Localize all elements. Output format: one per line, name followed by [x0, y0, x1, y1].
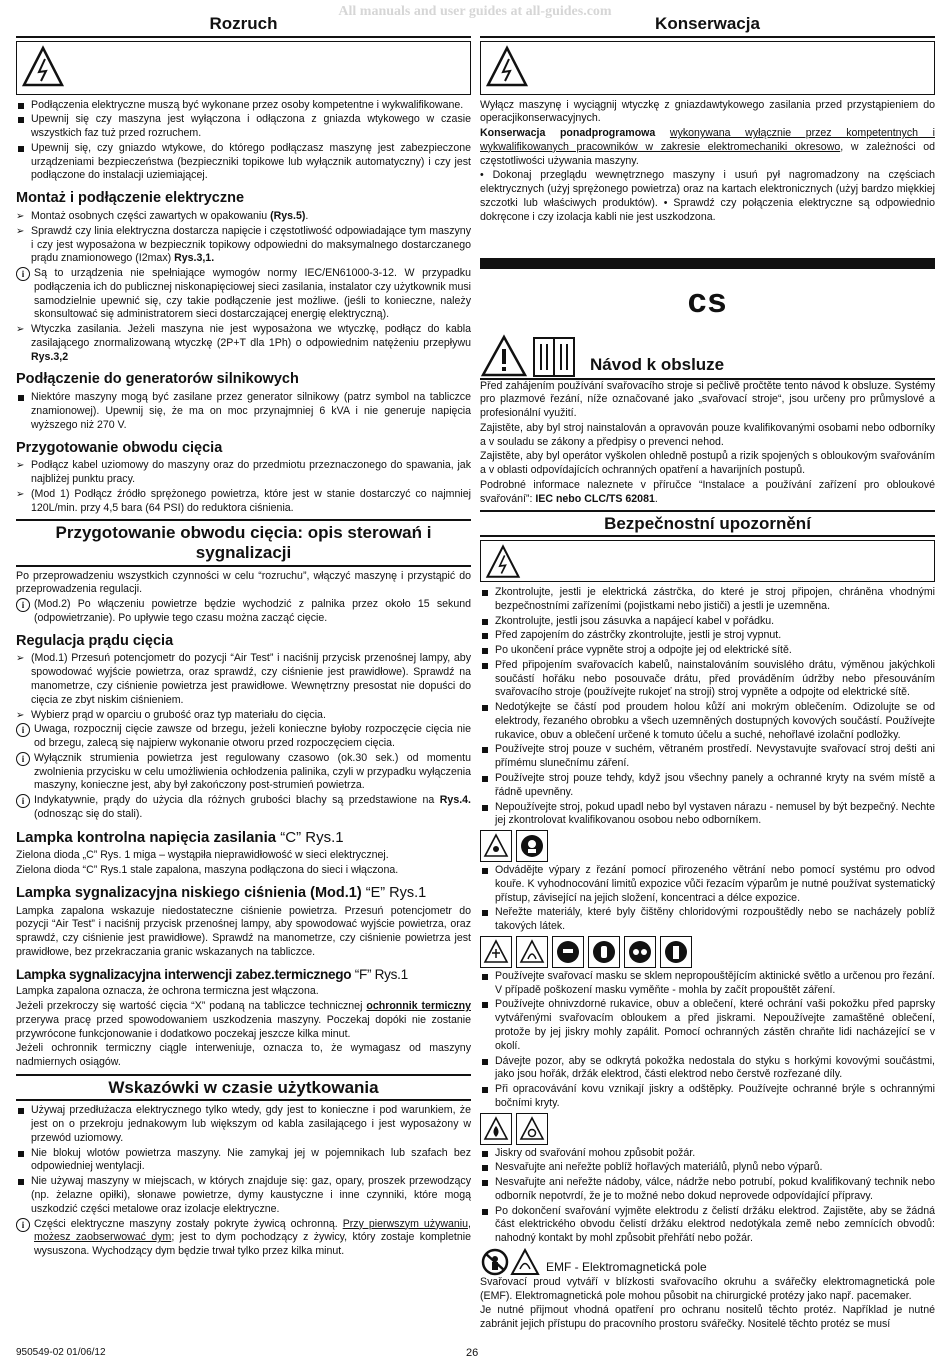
- welding-mask-icon: [552, 936, 584, 968]
- paragraph: Zielona dioda “C” Rys.1 stale zapalona, maszyna podłączona do sieci i włączona.: [16, 863, 399, 876]
- list-item: Při opracovávání kovu vznikají jiskry a odštěpky. Používejte ochranné brýle s ochrannými bočními kryty.: [480, 1083, 935, 1111]
- info-icon: i: [16, 598, 30, 612]
- list-item: Po ukončení práce vypněte stroj a odpojte jej od elektrické sítě.: [480, 644, 935, 658]
- info-note: i Indykatywnie, prądy do użycia dla różnych grubości blachy są przedstawione na Rys.4. (odnosząc się do stali).: [16, 794, 471, 822]
- section-title-lampka-c: Lampka kontrolna napięcia zasilania “C” Rys.1: [16, 828, 344, 846]
- emf-heading: [480, 1248, 935, 1276]
- list-item: Používejte svařovací masku se sklem nepropouštějícím aktinické světlo a určenou pro řezání. V případě poškození masku vyměňte - mohla by začít propouštět záření.: [480, 970, 935, 998]
- icon-row-fire: [480, 1113, 935, 1145]
- paragraph: Po przeprowadzeniu wszystkich czynności w celu “rozruchu”, włączyć maszynę i przystąpić do przeprowadzenia regulacji.: [16, 569, 471, 596]
- icon-row-ppe: [480, 936, 935, 968]
- list-item: Před zapojením do zástrčky zkontrolujte, jestli je stroj vypnut.: [480, 629, 935, 643]
- list-item: Používejte ohnivzdorné rukavice, obuv a oblečení, které ochrání vaši pokožku před paprsky vytvářenými svařovacím obloukem a před jiskrami. Nepoužívejte zamaštěné oblečení, protože by jej jiskry mohly zapálit. Pomocí ochranných zástěn chraňte lidi nacházející se v okolí.: [480, 998, 935, 1053]
- section-title-navod: Návod k obsluze: [590, 354, 725, 374]
- list-item: Neřežte materiály, které byly čištěny chloridovými rozpouštědly nebo se nacházely poblíž takových látek.: [480, 906, 935, 934]
- rozruch-list: [16, 99, 471, 184]
- info-icon: i: [16, 794, 30, 808]
- high-voltage-icon: [485, 544, 521, 580]
- list-item: Nepoužívejte stroj, pokud upadl nebo byl vystaven nárazu - nemusel by být bezpečný. Nechte jej zkontrolovat kvalifikovanou osobou nebo odborníkem.: [480, 801, 935, 829]
- list-item: ➢ Podłącz kabel uziomowy do maszyny oraz do przedmiotu przeznaczonego do spawania, jak najbliżej punktu pracy.: [16, 459, 471, 487]
- info-icon: i: [16, 267, 30, 281]
- section-title-lampka-e: Lampka sygnalizacyjna niskiego ciśnienia (Mod.1) “E” Rys.1: [16, 884, 427, 901]
- section-title-obwod: Przygotowanie obwodu cięcia: [16, 439, 223, 456]
- info-note: i Uwaga, rozpocznij cięcie zawsze od brzegu, jeżeli konieczne byłoby rozpoczęcie cięcia nie od brzegu, zalecą się najpierw wykonanie otworu przed rozpoczęciem cięcia.: [16, 723, 471, 751]
- paragraph: Zielona dioda „C” Rys. 1 miga – wystąpiła nieprawidłowość w sieci elektrycznej.: [16, 849, 389, 862]
- list-item: Odvádějte výpary z řezání pomocí přirozeného větrání nebo pomocí systému pro odvod kouře. K vyhodnocování limitů expozice vůči řezacím výparům je nutné používat systematický přístup, závisející na jejich složení, koncentraci a délce expozice.: [480, 864, 935, 905]
- list-item: Nesvařujte ani neřežte poblíž hořlavých materiálů, plynů nebo výparů.: [480, 1161, 935, 1175]
- section-title-regulacja: Regulacja prądu cięcia: [16, 632, 174, 649]
- icon-row-fumes: [480, 830, 935, 862]
- high-voltage-icon: [21, 45, 65, 89]
- magnetic-field-warning-icon: [510, 1248, 540, 1276]
- list-item: ➢ Wtyczka zasilania. Jeżeli maszyna nie jest wyposażona we wtyczkę, podłącz do kabla zasilającego znormalizowaną wtyczkę (2P+T dla 1Ph) o odpowiednim natężeniu przepływu Rys.3,2: [16, 323, 471, 364]
- high-voltage-icon: [485, 45, 529, 89]
- safety-list-ppe: [480, 970, 935, 1111]
- paragraph: Lampka zapalona wskazuje niedostateczne ciśnienie powietrza. Przesuń potencjometr do pozycji “Air Test” i naciśnij przycisk przenośnej lampy, aby spowodować wyjście powietrza, oraz sprawdź, czy ciśnienie jest prawidłowe). Sprawdź na manometrze, czy ciśnienie powietrza jest prawidłowe, bez przekraczania granic wskazanych na tabliczce.: [16, 904, 471, 958]
- section-title-bezpecnost: Bezpečnostní upozornění: [480, 510, 935, 538]
- list-item: ➢ Wybierz prąd w oparciu o grubość oraz typ materiału do cięcia.: [16, 709, 471, 723]
- list-item: ➢ Sprawdź czy linia elektryczna dostarcza napięcie i częstotliwość odpowiadające tym maszyny i czy jest wyposażona w bezpiecznik topikowy odpowiedni do maksymalnego dostarczanego prądu znamionowego (I2max) Rys.3,1.: [16, 225, 471, 266]
- safety-list-electrical: [480, 586, 935, 828]
- paragraph: Zajistěte, aby byl stroj nainstalován a opravován pouze kvalifikovanými osobami nebo odborníky a v souladu se zákony a předpisy o prevenci nehod.: [480, 421, 935, 448]
- high-voltage-warning-box: [16, 41, 471, 95]
- right-column: [480, 14, 935, 1333]
- list-item: Nesvařujte ani neřežte nádoby, válce, nádrže nebo potrubí, pokud kvalifikovaný technik nebo odborník nepotvrdí, že je to možné nebo dokud neprovede odpovídající přípravy.: [480, 1176, 935, 1204]
- fumes-hazard-icon: [480, 830, 512, 862]
- section-title-montaz: Montaż i podłączenie elektryczne: [16, 190, 245, 207]
- section-title-generatory: Podłączenie do generatorów silnikowych: [16, 371, 299, 388]
- arc-rays-hazard-icon: [480, 936, 512, 968]
- emf-title: EMF - Elektromagnetická pole: [546, 1260, 707, 1275]
- section-title-wskazowki: Wskazówki w czasie użytkowania: [16, 1074, 471, 1102]
- document-code: 950549-02 01/06/12: [16, 1347, 106, 1358]
- list-item: Podłączenia elektryczne muszą być wykonane przez osoby kompetentne i wykwalifikowane.: [16, 99, 471, 113]
- info-icon: i: [16, 752, 30, 766]
- left-column: [16, 14, 471, 1260]
- list-item: Po dokončení svařování vyjměte elektrodu z čelistí držáku elektrod. Zajistěte, aby se žádná část elektrického obvodu čelistí držáku elektrod nedotýkala země nebo zemnících obvodů: nahodný kontakt by mohl způsobit přehřátí nebo požár.: [480, 1205, 935, 1246]
- list-item: Zkontrolujte, jestli je elektrická zástrčka, do které je stroj připojen, chráněna vhodnými bezpečnostními zařízeními (pojistkami nebo jističi) a jestli je uzemněna.: [480, 586, 935, 614]
- manual-heading: [480, 332, 935, 380]
- safety-list-fumes: [480, 864, 935, 934]
- info-note: i (Mod.2) Po włączeniu powietrze będzie wychodzić z palnika przez około 15 sekund (odpowietrzanie). Po upływie tego czasu można zacząć cięcie.: [16, 598, 471, 626]
- section-title-rozruch: Rozruch: [16, 14, 471, 38]
- list-item: Używaj przedłużacza elektrycznego tylko wtedy, gdy jest to konieczne i pod warunkiem, że jest on o przekroju jednakowym lub większym od kabla zasilającego i jest wyposażony w przewód uziomowy.: [16, 1104, 471, 1145]
- paragraph: Před zahájením používání svařovacího stroje si pečlivě pročtěte tento návod k obsluze. Systémy pro plazmové řezání, níže označované jako „svařovací stroje“, jsou určeny pro průmyslové a profesionální využití.: [480, 379, 935, 420]
- high-voltage-warning-box: [480, 41, 935, 95]
- language-code: cs: [687, 282, 728, 321]
- paragraph: Podrobné informace naleznete v příručce “Instalace a používání zařízení pro obloukové svařování”: IEC nebo CLC/TS 62081.: [480, 478, 935, 505]
- fire-hazard-icon: [480, 1113, 512, 1145]
- list-item: Používejte stroj pouze tehdy, když jsou všechny panely a ochranné kryty na svém místě a řádně upevněny.: [480, 772, 935, 800]
- list-item: Nie blokuj wlotów powietrza maszyny. Nie zamykaj jej w pojemnikach lub szafach bez odpowiedniej wentylacji.: [16, 1147, 471, 1175]
- list-item: Nie używaj maszyny w miejscach, w których znajduje się: gaz, opary, proszek przewodzący (np. żelazne opiłki), słonawe powietrze, dymy kaustyczne i inne czynniki, które mogą uszkodzić części metalowe oraz izolacje elektryczne.: [16, 1175, 471, 1216]
- paragraph: Jeżeli przekroczy się wartość cięcia “X” podaną na tabliczce technicznej ochronnik termiczny przerywa pracę przed spowodowaniem uszkodzenia maszyny. Poczekaj dopóki nie zostanie przywrócone funkcjonowanie i dodatkowo poczekaj jeszcze kilka minut.: [16, 1000, 471, 1040]
- list-item: Používejte stroj pouze v suchém, větraném prostředí. Nevystavujte svařovací stroj dešti ani přímému slunečnímu záření.: [480, 743, 935, 771]
- section-title-konserwacja: Konserwacja: [480, 14, 935, 38]
- list-item: Nedotýkejte se částí pod proudem holou kůží ani mokrým oblečením. Odizolujte se od elektrody, řezaného obrobku a všech uzemněných dostupných kovových součástí. Používejte rukavice, obuv a oblečení určené k tomuto účelu a suché, nehořlavé izolační podložky.: [480, 701, 935, 742]
- list-item: Zkontrolujte, jestli jsou zásuvka a napájecí kabel v pořádku.: [480, 615, 935, 629]
- explosion-hazard-icon: [516, 1113, 548, 1145]
- section-title-sterowan: Przygotowanie obwodu cięcia: opis sterowań i sygnalizacji: [16, 519, 471, 566]
- language-separator-bar: [480, 258, 935, 269]
- paragraph: Konserwacja ponadprogramowa wykonywana wyłącznie przez kompetentnych i wykwalifikowanych pracowników w zakresie elektromechaniki okresowo, w zależności od częstotliwości używania maszyny.: [480, 127, 935, 167]
- paragraph: Lampka zapalona oznacza, że ochrona termiczna jest włączona.: [16, 985, 319, 998]
- list-item: ➢ Montaż osobnych części zawartych w opakowaniu (Rys.5).: [16, 210, 471, 224]
- list-item: Jiskry od svařování mohou způsobit požár.: [480, 1147, 935, 1161]
- safety-goggles-icon: [624, 936, 656, 968]
- list-item: Niektóre maszyny mogą być zasilane przez generator silnikowy (patrz symbol na tabliczce znamionowej). Upewnij się, że ma on moc przynajmniej 6 kVA i nie generuje napięcia wyższego niż 270 V.: [16, 391, 471, 432]
- respirator-icon: [516, 830, 548, 862]
- high-voltage-warning-box: [480, 540, 935, 582]
- list-item: ➢ (Mod.1) Przesuń potencjometr do pozycji “Air Test” i naciśnij przycisk przenośnej lampy, aby spowodować wyjście powietrza, oraz sprawdź, czy ciśnienie jest prawidłowe). Sprawdź na manometrze, czy ciśnienie powietrza jest prawidłowe. Wewnętrzny presostat nie dopuści do cięcia ze zbyt niskim ciśnieniem.: [16, 652, 471, 707]
- safety-list-fire: [480, 1147, 935, 1246]
- manual-book-icon: [532, 334, 578, 378]
- protective-clothing-icon: [660, 936, 692, 968]
- paragraph: Zajistěte, aby byl operátor vyškolen ohledně postupů a rizik spojených s obloukovým svařováním a v oblasti odpovídajících ochranných opatření a havarijních postupů.: [480, 450, 935, 477]
- paragraph: Svařovací proud vytváří v blízkosti svařovacího okruhu a svářečky elektromagnetická pole (EMF). Elektromagnetická pole mohou působit na chirurgické protézy jako např. pacemaker.: [480, 1275, 935, 1302]
- paragraph: Je nutné přijmout vhodná opatření pro ochranu nositelů těchto protéz. Například je nutné zabránit jejich přístupu do pracovního prostoru svářečky. Nositelé těchto protéz se musí: [480, 1304, 935, 1331]
- warning-icon: [480, 334, 528, 378]
- section-title-lampka-f: Lampka sygnalizacyjna interwencji zabez.termicznego “F” Rys.1: [16, 966, 408, 982]
- list-item: Dávejte pozor, aby se odkrytá pokožka nedostala do styku s horkými kovovými součástmi, jako jsou hořák, držák elektrod, části elektrod nebo čerstvě rozřezané díly.: [480, 1055, 935, 1083]
- paragraph: • Dokonaj przeglądu wewnętrznego maszyny i usuń pył nagromadzony na częściach elektrycznych (użyj sprężonego powietrza) oraz na kartach elektronicznych (użyj bardzo miękkiej szczotki lub właściwych produktów). • Sprawdź czy połączenia elektryczne są odpowiednio dokręcone i czy izolacja kabli nie jest uszkodzona.: [480, 169, 935, 223]
- list-item: ➢ (Mod 1) Podłącz źródło sprężonego powietrza, które jest w stanie dostarczyć co najmniej 120L/min. przy 4,5 bara (64 PSI) do reduktora ciśnienia.: [16, 488, 471, 516]
- burn-hazard-icon: [516, 936, 548, 968]
- montaz-list: [16, 210, 471, 266]
- info-icon: i: [16, 723, 30, 737]
- info-note: i Części elektryczne maszyny zostały pokryte żywicą ochronną. Przy pierwszym używaniu, możesz zaobserwować dym; jest to dym pochodzący z żywicy, który zostaje kompletnie wysuszona. Wychodzący dym będzie trwał tylko przez kilka minut.: [16, 1218, 471, 1259]
- info-icon: i: [16, 1218, 30, 1232]
- info-note: i Są to urządzenia nie spełniające wymogów normy IEC/EN61000-3-12. W przypadku podłączenia ich do publicznej niskonapięciowej sieci zasilania, instalator czy użytkownik musi samodzielnie upewnić się, czy takie podłączenie jest możliwe. (jeśli to konieczne, należy skonsultować się administratorem sieci dostarczającej energię elektryczną).: [16, 267, 471, 322]
- list-item: Upewnij się, czy gniazdo wtykowe, do którego podłączasz maszynę jest zabezpieczone urządzeniami bezpieczeństwa (bezpieczniki topikowe lub wyłącznik automatyczny) i czy jest podłączone do instalacji uziemiającej.: [16, 142, 471, 183]
- list-item: Upewnij się czy maszyna jest wyłączona i odłączona z gniazda wtykowego w czasie wszystkich faz tuż przed rozruchem.: [16, 113, 471, 141]
- paragraph: Wyłącz maszynę i wyciągnij wtyczkę z gniazdawtykowego zasilania przed przystąpieniem do operacjikonserwacyjnych.: [480, 98, 935, 125]
- list-item: Před připojením svařovacích kabelů, nainstalováním souvislého drátu, výměnou jakýchkoli součástí hořáku nebo posouvače drátu, před prováděním údržby nebo přesouváním svařovacího stroje (používejte rukojeť na stroji) stroj vypněte a odpojte od elektrické sítě.: [480, 659, 935, 700]
- gloves-icon: [588, 936, 620, 968]
- paragraph: Jeżeli ochronnik termiczny ciągle interweniuje, oznacza to, że wymagasz od maszyny nadmiernych osiągów.: [16, 1042, 471, 1069]
- watermark: All manuals and user guides at all-guides.com: [338, 4, 612, 19]
- info-note: i Wyłącznik strumienia powietrza jest regulowany czasowo (ok.30 sek.) od momentu zwolnienia przycisku w celu umożliwienia ochłodzenia palinika, czyli w przypadku wyłączenia maszyny, konieczne jest, aby był zakończony post-strumień powietrza.: [16, 752, 471, 793]
- page-number: 26: [466, 1347, 479, 1359]
- pacemaker-prohibition-icon: [480, 1248, 510, 1276]
